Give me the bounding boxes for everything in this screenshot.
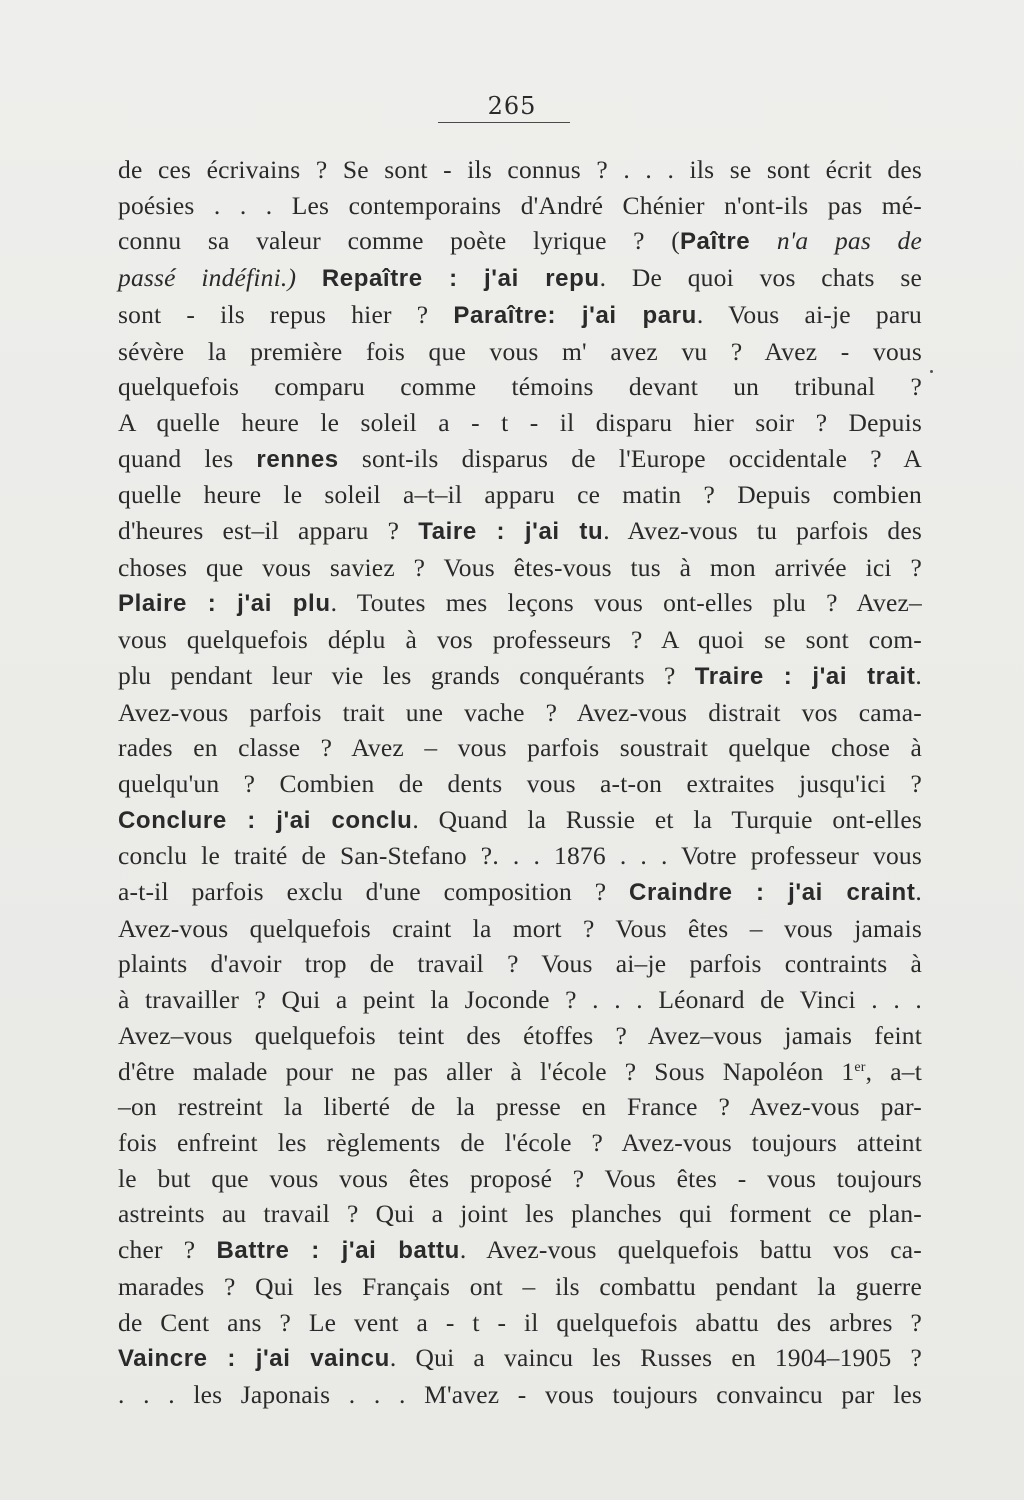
text-line: fois enfreint les règlements de l'école ? Avez-vous toujours atteint	[118, 1127, 922, 1157]
text-line: passé indéfini.) Repaître : j'ai repu. De quoi vos chats se	[118, 263, 923, 293]
text-line: sévère la première fois que vous m' avez vu ? Avez - vous	[118, 336, 922, 366]
text-line: . . . les Japonais . . . M'avez - vous toujours convaincu par les	[118, 1379, 922, 1409]
page-number: 265	[487, 92, 537, 120]
print-speck	[930, 370, 933, 373]
text-line: a-t-il parfois exclu d'une composition ? Craindre : j'ai craint.	[118, 877, 922, 907]
text-line: d'être malade pour ne pas aller à l'école ? Sous Napoléon 1er, a–t	[118, 1056, 922, 1086]
text-line: quelle heure le soleil a–t–il apparu ce matin ? Depuis combien	[118, 480, 922, 510]
emphasized-word: rennes	[256, 445, 339, 473]
text-line: plaints d'avoir trop de travail ? Vous ai–je parfois contraints à	[118, 949, 922, 979]
verb-heading: Craindre : j'ai craint	[629, 879, 916, 907]
text-line: d'heures est–il apparu ? Taire : j'ai tu. Avez-vous tu parfois des	[118, 516, 922, 546]
text-line: vous quelquefois déplu à vos professeurs ? A quoi se sont com-	[118, 625, 922, 655]
verb-heading: Traire : j'ai trait	[694, 662, 916, 690]
text-line: à travailler ? Qui a peint la Joconde ? . . . Léonard de Vinci . . .	[118, 985, 922, 1015]
text-line: astreints au travail ? Qui a joint les planches qui forment ce plan-	[118, 1199, 922, 1229]
text-line: rades en classe ? Avez – vous parfois soustrait quelque chose à	[118, 733, 922, 763]
text-line: connu sa valeur comme poète lyrique ? (Paître n'a pas de	[118, 226, 923, 256]
verb-heading: Battre : j'ai battu	[216, 1237, 460, 1265]
text-line: A quelle heure le soleil a - t - il disparu hier soir ? Depuis	[118, 407, 922, 437]
text-line: marades ? Qui les Français ont – ils combattu pendant la guerre	[118, 1271, 922, 1301]
text-line: Conclure : j'ai conclu. Quand la Russie et la Turquie ont-elles	[118, 804, 922, 834]
text-line: Avez-vous quelquefois craint la mort ? Vous êtes – vous jamais	[118, 913, 922, 943]
text-line: de ces écrivains ? Se sont - ils connus ? . . . ils se sont écrit des	[118, 155, 922, 184]
text-line: –on restreint la liberté de la presse en France ? Avez-vous par-	[118, 1092, 922, 1122]
text-line: quelqu'un ? Combien de dents vous a-t-on extraites jusqu'ici ?	[118, 768, 922, 798]
verb-heading: Conclure : j'ai conclu	[118, 806, 413, 834]
body-text	[118, 152, 922, 1413]
text-line: poésies . . . Les contemporains d'André Chénier n'ont-ils pas mé-	[118, 190, 922, 220]
text-line: Avez–vous quelquefois teint des étoffes ? Avez–vous jamais feint	[118, 1020, 922, 1050]
text-line: Plaire : j'ai plu. Toutes mes leçons vous ont-elles plu ? Avez–	[118, 588, 922, 618]
verb-heading: Vaincre : j'ai vaincu	[118, 1345, 390, 1373]
text-line: plu pendant leur vie les grands conquérants ? Traire : j'ai trait.	[118, 660, 922, 690]
verb-heading: Repaître : j'ai repu	[321, 265, 600, 293]
verb-heading: Taire : j'ai tu	[418, 518, 604, 546]
text-line: choses que vous saviez ? Vous êtes-vous tus à mon arrivée ici ?	[118, 552, 922, 582]
header-rule	[438, 122, 570, 123]
text-line: Vaincre : j'ai vaincu. Qui a vaincu les Russes en 1904–1905 ?	[118, 1343, 922, 1373]
verb-heading: Paraître: j'ai paru	[453, 301, 697, 329]
text-line: quelquefois comparu comme témoins devant un tribunal ?	[118, 372, 922, 402]
superscript: er	[854, 1059, 866, 1075]
text-line: cher ? Battre : j'ai battu. Avez-vous quelquefois battu vos ca-	[118, 1235, 922, 1265]
text-line: sont - ils repus hier ? Paraître: j'ai paru. Vous ai-je paru	[118, 299, 922, 329]
text-line: conclu le traité de San-Stefano ?. . . 1876 . . . Votre professeur vous	[118, 841, 922, 871]
text-line: de Cent ans ? Le vent a - t - il quelquefois abattu des arbres ?	[118, 1307, 922, 1337]
verb-heading: Paître	[679, 228, 751, 256]
verb-heading: Plaire : j'ai plu	[118, 590, 331, 618]
text-line: Avez-vous parfois trait une vache ? Avez-vous distrait vos cama-	[118, 697, 922, 727]
text-line: quand les rennes sont-ils disparus de l'Europe occidentale ? A	[118, 443, 922, 473]
text-line: le but que vous vous êtes proposé ? Vous êtes - vous toujours	[118, 1163, 922, 1193]
